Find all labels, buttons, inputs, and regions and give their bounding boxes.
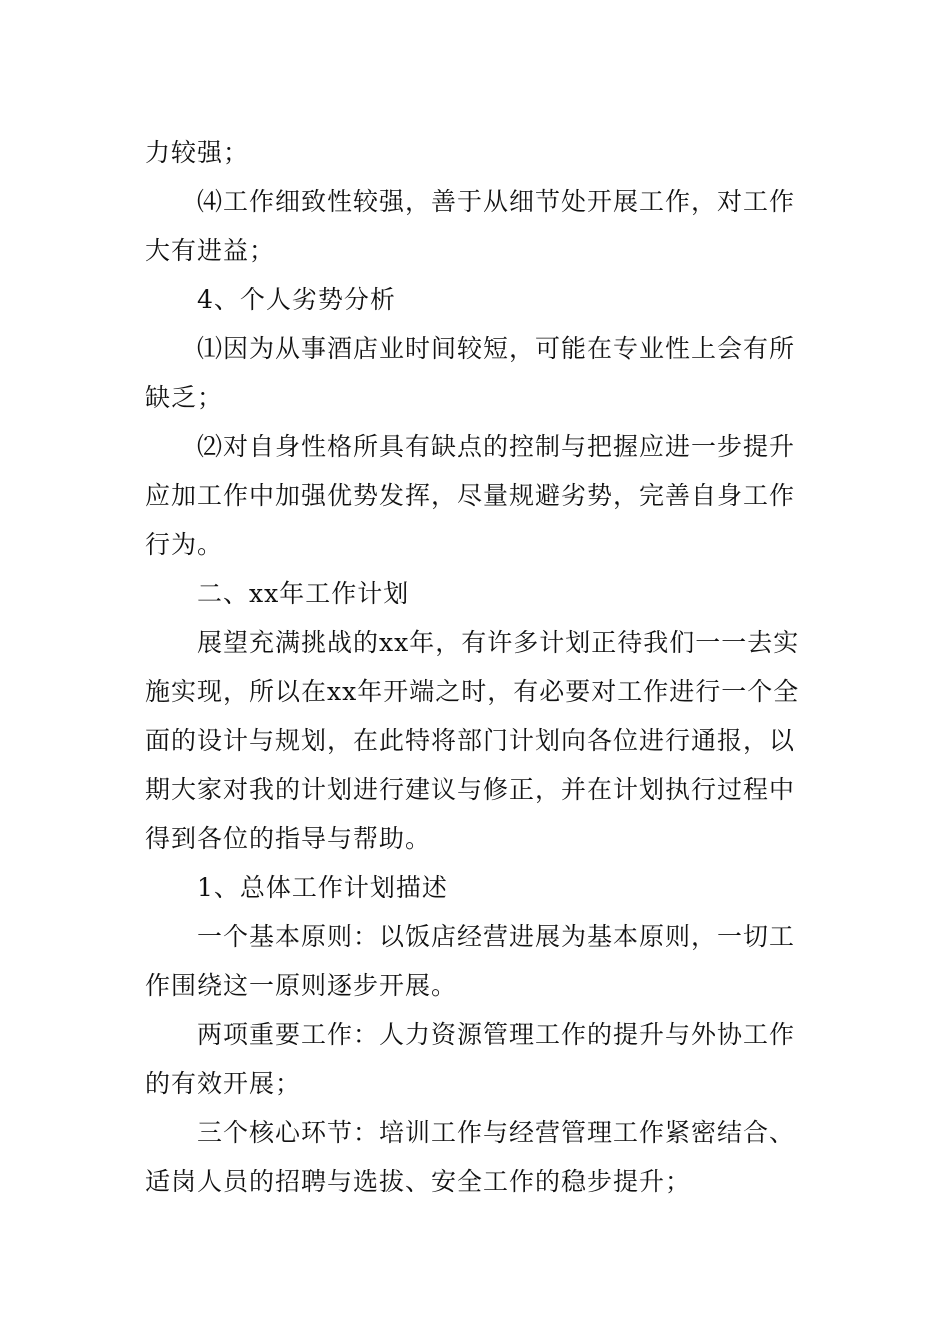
paragraph-strength-4: ⑷工作细致性较强，善于从细节处开展工作，对工作大有进益； [145,187,796,265]
heading-personal-weakness: 4、个人劣势分析 [197,285,396,314]
paragraph-continuation: 力较强； [145,138,250,167]
paragraph-weakness-2: ⑵对自身性格所具有缺点的控制与把握应进一步提升应加工作中加强优势发挥，尽量规避劣势，完善自身工作行为。 [145,432,796,559]
paragraph-weakness-1: ⑴因为从事酒店业时间较短，可能在专业性上会有所缺乏； [145,334,796,412]
heading-work-plan: 二、xx年工作计划 [197,579,410,608]
paragraph-three-core-links: 三个核心环节：培训工作与经营管理工作紧密结合、适岗人员的招聘与选拔、安全工作的稳步提升； [145,1118,796,1196]
heading-overall-plan: 1、总体工作计划描述 [197,873,448,902]
document-body [145,128,810,1206]
paragraph-outlook: 展望充满挑战的xx年，有许多计划正待我们一一去实施实现，所以在xx年开端之时，有必要对工作进行一个全面的设计与规划，在此特将部门计划向各位进行通报，以期大家对我的计划进行建议与修正，并在计划执行过程中得到各位的指导与帮助。 [145,628,800,853]
paragraph-two-key-tasks: 两项重要工作：人力资源管理工作的提升与外协工作的有效开展； [145,1020,796,1098]
paragraph-basic-principle: 一个基本原则：以饭店经营进展为基本原则，一切工作围绕这一原则逐步开展。 [145,922,796,1000]
